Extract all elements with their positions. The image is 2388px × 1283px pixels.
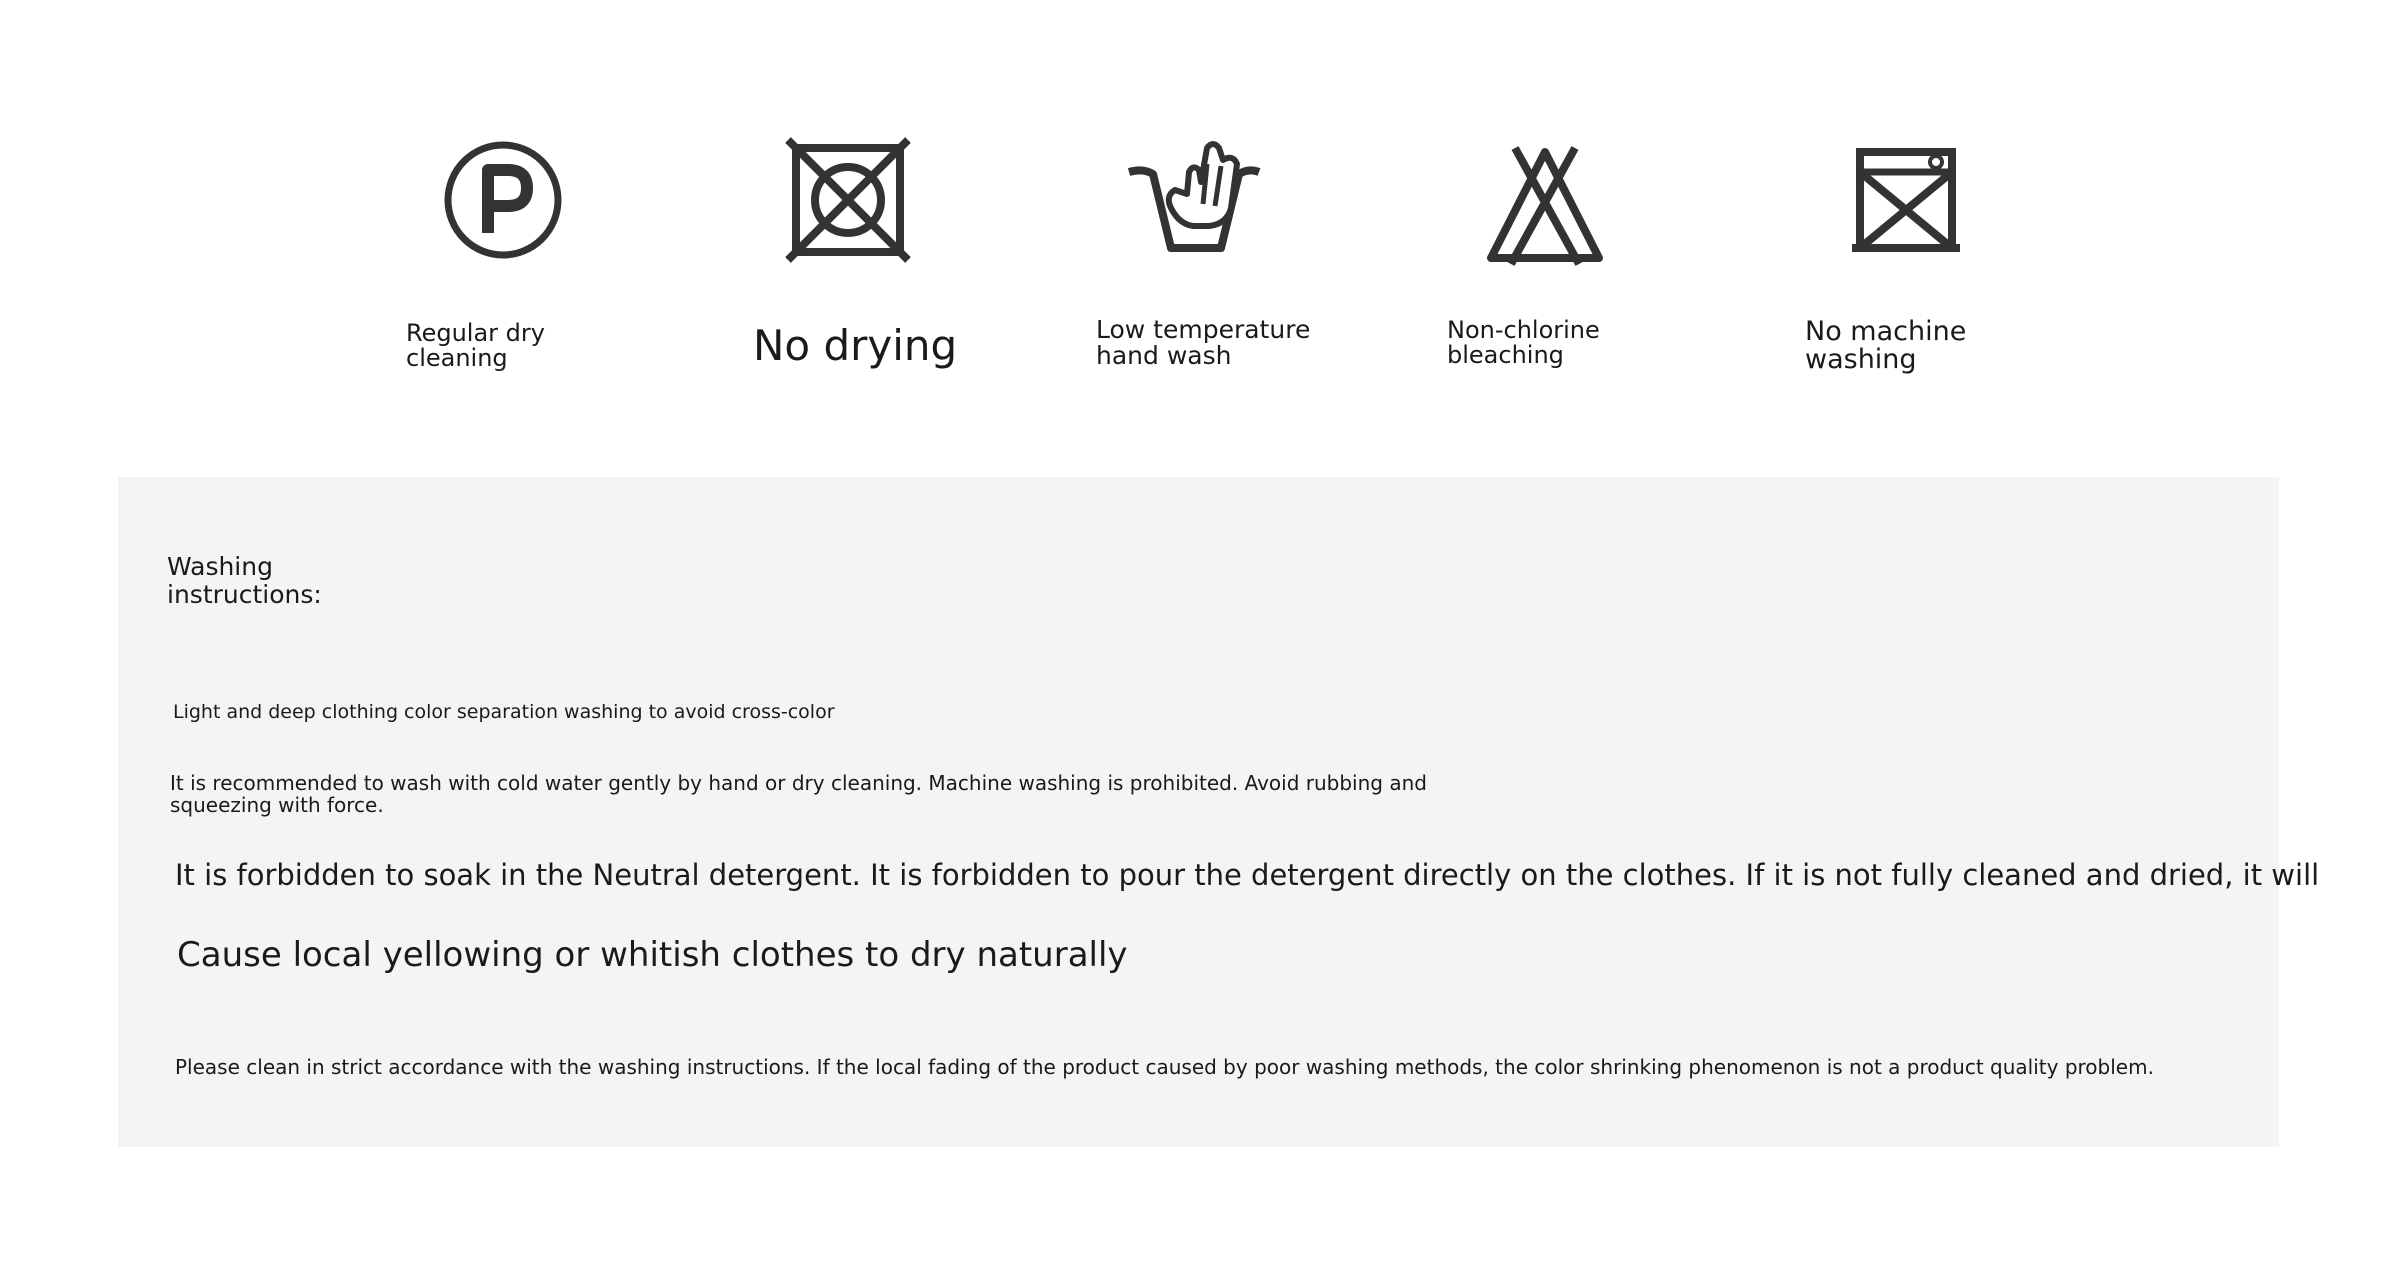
hand-wash-label: Low temperature hand wash [1096,315,1311,371]
instructions-heading: Washing instructions: [167,552,322,609]
dry-clean-p-icon [433,130,573,270]
no-bleach-icon [1475,134,1615,274]
bleaching-label: Non-chlorine bleaching [1447,316,1600,370]
no-machine-wash-label: No machine washing [1805,316,1967,376]
hand-wash-icon [1123,130,1263,270]
instruction-no-soak: It is forbidden to soak in the Neutral detergent. It is forbidden to pour the detergent directly on the clothes. If it is not fully cleaned and dried, it will [175,858,2320,892]
no-drying-label: No drying [753,321,958,370]
instruction-disclaimer: Please clean in strict accordance with the washing instructions. If the local fading of the product caused by poor washing methods, the color shrinking phenomenon is not a product quality problem. [175,1055,2154,1079]
instruction-color-separation: Light and deep clothing color separation washing to avoid cross-color [173,701,835,723]
instruction-yellowing: Cause local yellowing or whitish clothes to dry naturally [177,935,1128,975]
no-tumble-dry-icon [778,130,918,270]
no-machine-wash-icon [1836,130,1976,270]
dry-clean-label: Regular dry cleaning [406,319,545,373]
instruction-cold-water: It is recommended to wash with cold water gently by hand or dry cleaning. Machine washing is prohibited. Avoid rubbing and squeezing with force. [170,771,1427,817]
